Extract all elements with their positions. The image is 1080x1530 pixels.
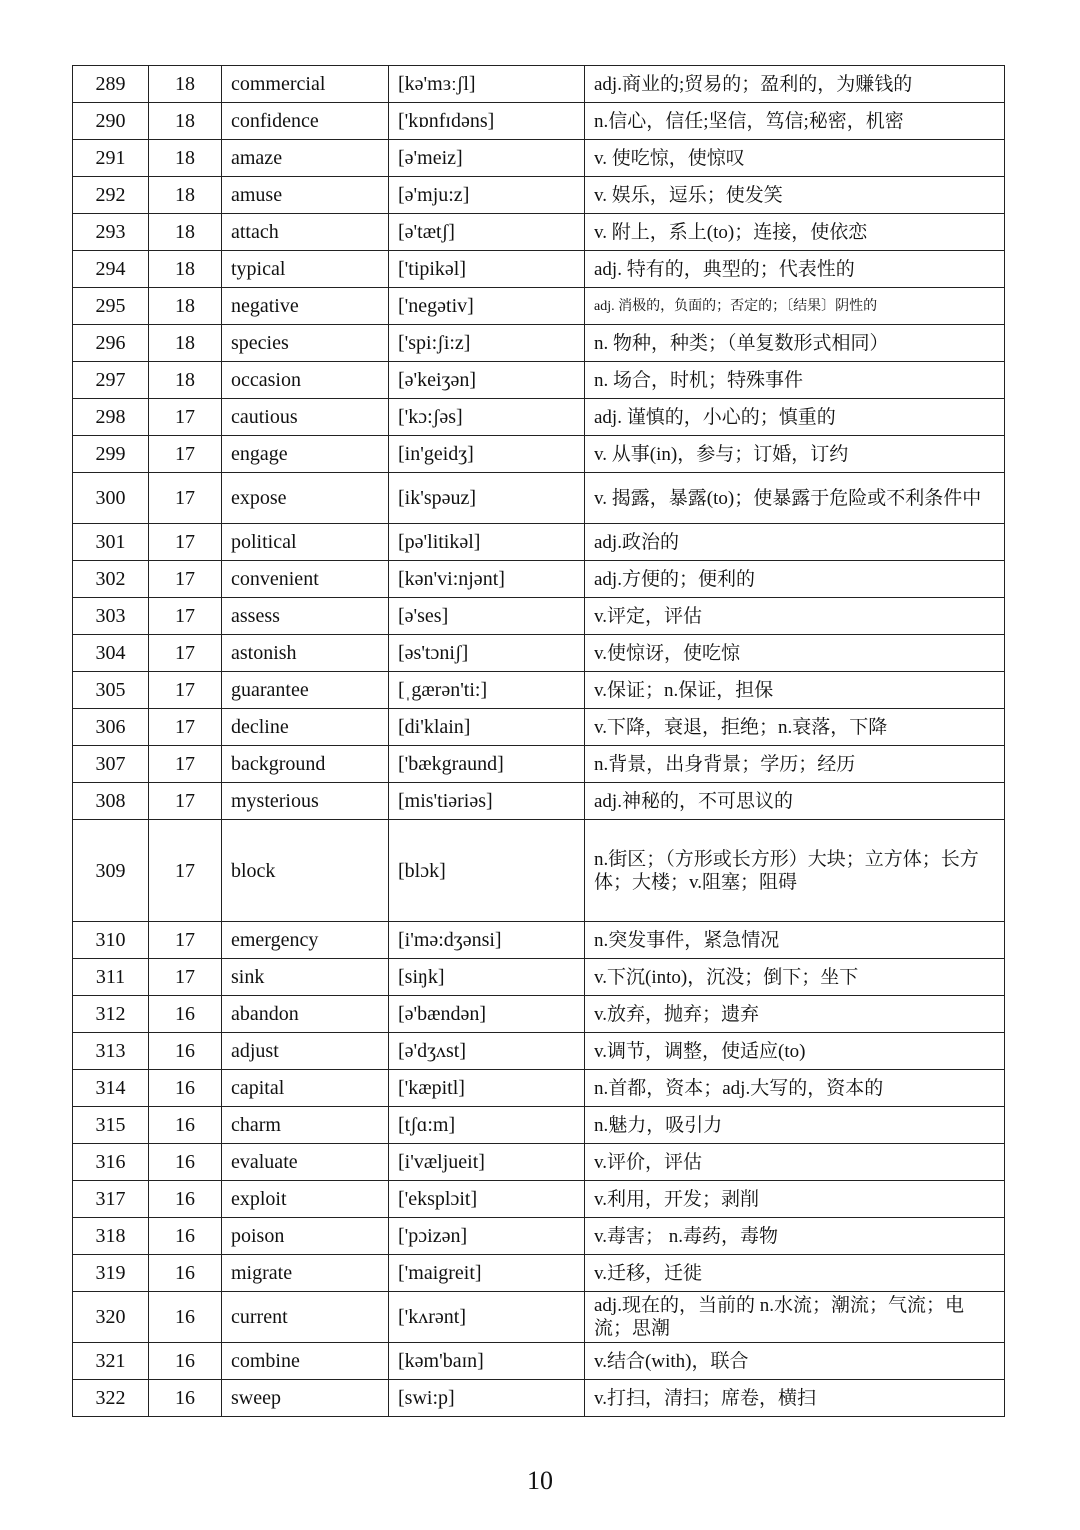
table-row: [73, 66, 1005, 103]
word-cell: combine: [222, 1343, 389, 1380]
definition-cell: adj.商业的;贸易的；盈利的，为赚钱的: [585, 66, 1005, 103]
definition-cell: v.下降，衰退，拒绝；n.衰落，下降: [585, 709, 1005, 746]
definition-cell: v.评价，评估: [585, 1144, 1005, 1181]
frequency-cell: 16: [149, 1033, 222, 1070]
frequency-cell: 16: [149, 1070, 222, 1107]
phonetic-cell: [siŋk]: [389, 959, 585, 996]
entry-number-cell: 303: [73, 598, 149, 635]
definition-cell: n.首都，资本；adj.大写的，资本的: [585, 1070, 1005, 1107]
table-row: [73, 177, 1005, 214]
definition-cell: v.打扫，清扫；席卷，横扫: [585, 1380, 1005, 1417]
entry-number-cell: 298: [73, 399, 149, 436]
definition-cell: n.突发事件，紧急情况: [585, 922, 1005, 959]
definition-cell: adj. 谨慎的，小心的；慎重的: [585, 399, 1005, 436]
word-cell: capital: [222, 1070, 389, 1107]
frequency-cell: 18: [149, 251, 222, 288]
definition-cell: n.背景，出身背景；学历；经历: [585, 746, 1005, 783]
entry-number-cell: 304: [73, 635, 149, 672]
frequency-cell: 18: [149, 66, 222, 103]
definition-cell: adj.神秘的，不可思议的: [585, 783, 1005, 820]
frequency-cell: 17: [149, 473, 222, 524]
table-row: [73, 1380, 1005, 1417]
phonetic-cell: ['tipikəl]: [389, 251, 585, 288]
phonetic-cell: [in'geidʒ]: [389, 436, 585, 473]
table-row: [73, 288, 1005, 325]
phonetic-cell: [swi:p]: [389, 1380, 585, 1417]
word-cell: astonish: [222, 635, 389, 672]
frequency-cell: 18: [149, 177, 222, 214]
word-cell: background: [222, 746, 389, 783]
table-row: [73, 561, 1005, 598]
phonetic-cell: [kən'vi:njənt]: [389, 561, 585, 598]
frequency-cell: 16: [149, 996, 222, 1033]
word-cell: commercial: [222, 66, 389, 103]
phonetic-cell: [i'mə:dʒənsi]: [389, 922, 585, 959]
entry-number-cell: 292: [73, 177, 149, 214]
entry-number-cell: 320: [73, 1292, 149, 1343]
word-cell: occasion: [222, 362, 389, 399]
entry-number-cell: 311: [73, 959, 149, 996]
definition-cell: v.调节，调整，使适应(to): [585, 1033, 1005, 1070]
phonetic-cell: ['kæpitl]: [389, 1070, 585, 1107]
frequency-cell: 16: [149, 1218, 222, 1255]
phonetic-cell: ['spi:ʃi:z]: [389, 325, 585, 362]
word-cell: amaze: [222, 140, 389, 177]
definition-cell: v.结合(with)，联合: [585, 1343, 1005, 1380]
phonetic-cell: [mis'tiəriəs]: [389, 783, 585, 820]
phonetic-cell: ['bækgraund]: [389, 746, 585, 783]
word-cell: engage: [222, 436, 389, 473]
frequency-cell: 17: [149, 820, 222, 922]
page-number: 10: [527, 1466, 553, 1495]
entry-number-cell: 300: [73, 473, 149, 524]
vocabulary-table: [72, 65, 1005, 1417]
table-row: [73, 1107, 1005, 1144]
entry-number-cell: 293: [73, 214, 149, 251]
word-cell: confidence: [222, 103, 389, 140]
frequency-cell: 17: [149, 561, 222, 598]
phonetic-cell: [kə'mɜːʃl]: [389, 66, 585, 103]
entry-number-cell: 289: [73, 66, 149, 103]
table-row: [73, 524, 1005, 561]
frequency-cell: 17: [149, 709, 222, 746]
definition-cell: adj.现在的，当前的 n.水流；潮流；气流；电流；思潮: [585, 1292, 1005, 1343]
definition-cell: v.迁移，迁徙: [585, 1255, 1005, 1292]
definition-cell: v. 揭露，暴露(to)；使暴露于危险或不利条件中: [585, 473, 1005, 524]
word-cell: attach: [222, 214, 389, 251]
word-cell: charm: [222, 1107, 389, 1144]
table-row: [73, 1292, 1005, 1343]
word-cell: amuse: [222, 177, 389, 214]
word-cell: cautious: [222, 399, 389, 436]
table-row: [73, 1218, 1005, 1255]
frequency-cell: 17: [149, 436, 222, 473]
phonetic-cell: ['maigreit]: [389, 1255, 585, 1292]
definition-cell: v.毒害； n.毒药，毒物: [585, 1218, 1005, 1255]
entry-number-cell: 321: [73, 1343, 149, 1380]
entry-number-cell: 317: [73, 1181, 149, 1218]
entry-number-cell: 294: [73, 251, 149, 288]
entry-number-cell: 305: [73, 672, 149, 709]
phonetic-cell: [tʃɑ:m]: [389, 1107, 585, 1144]
entry-number-cell: 307: [73, 746, 149, 783]
entry-number-cell: 296: [73, 325, 149, 362]
table-row: [73, 399, 1005, 436]
phonetic-cell: ['kɒnfɪdəns]: [389, 103, 585, 140]
phonetic-cell: [i'væljueit]: [389, 1144, 585, 1181]
table-row: [73, 251, 1005, 288]
frequency-cell: 16: [149, 1292, 222, 1343]
phonetic-cell: [pə'litikəl]: [389, 524, 585, 561]
table-row: [73, 103, 1005, 140]
table-row: [73, 820, 1005, 922]
definition-cell: adj.方便的；便利的: [585, 561, 1005, 598]
phonetic-cell: [kəm'baɪn]: [389, 1343, 585, 1380]
table-row: [73, 709, 1005, 746]
definition-cell: v. 从事(in)，参与；订婚，订约: [585, 436, 1005, 473]
frequency-cell: 16: [149, 1144, 222, 1181]
entry-number-cell: 313: [73, 1033, 149, 1070]
entry-number-cell: 291: [73, 140, 149, 177]
table-row: [73, 436, 1005, 473]
phonetic-cell: [blɔk]: [389, 820, 585, 922]
word-cell: emergency: [222, 922, 389, 959]
phonetic-cell: [ə'dʒʌst]: [389, 1033, 585, 1070]
entry-number-cell: 295: [73, 288, 149, 325]
word-cell: expose: [222, 473, 389, 524]
phonetic-cell: ['pɔizən]: [389, 1218, 585, 1255]
frequency-cell: 17: [149, 672, 222, 709]
entry-number-cell: 299: [73, 436, 149, 473]
phonetic-cell: [ə'keiʒən]: [389, 362, 585, 399]
word-cell: migrate: [222, 1255, 389, 1292]
frequency-cell: 16: [149, 1255, 222, 1292]
phonetic-cell: [ˌgærən'ti:]: [389, 672, 585, 709]
entry-number-cell: 309: [73, 820, 149, 922]
table-row: [73, 1181, 1005, 1218]
table-row: [73, 672, 1005, 709]
phonetic-cell: [əs'tɔniʃ]: [389, 635, 585, 672]
word-cell: exploit: [222, 1181, 389, 1218]
table-row: [73, 362, 1005, 399]
definition-cell: n. 场合，时机；特殊事件: [585, 362, 1005, 399]
word-cell: convenient: [222, 561, 389, 598]
phonetic-cell: ['negətiv]: [389, 288, 585, 325]
frequency-cell: 18: [149, 140, 222, 177]
vocabulary-table-body: [73, 66, 1005, 1417]
definition-cell: v.评定，评估: [585, 598, 1005, 635]
word-cell: block: [222, 820, 389, 922]
frequency-cell: 17: [149, 783, 222, 820]
word-cell: evaluate: [222, 1144, 389, 1181]
entry-number-cell: 302: [73, 561, 149, 598]
definition-cell: v.保证；n.保证，担保: [585, 672, 1005, 709]
frequency-cell: 17: [149, 524, 222, 561]
entry-number-cell: 310: [73, 922, 149, 959]
table-row: [73, 1033, 1005, 1070]
table-row: [73, 1070, 1005, 1107]
frequency-cell: 17: [149, 746, 222, 783]
frequency-cell: 17: [149, 399, 222, 436]
definition-cell: v.使惊讶，使吃惊: [585, 635, 1005, 672]
table-row: [73, 140, 1005, 177]
table-row: [73, 598, 1005, 635]
word-cell: sweep: [222, 1380, 389, 1417]
word-cell: guarantee: [222, 672, 389, 709]
table-row: [73, 473, 1005, 524]
definition-cell: v.利用，开发；剥削: [585, 1181, 1005, 1218]
word-cell: adjust: [222, 1033, 389, 1070]
table-row: [73, 635, 1005, 672]
frequency-cell: 18: [149, 362, 222, 399]
definition-cell: v. 娱乐，逗乐；使发笑: [585, 177, 1005, 214]
definition-cell: v.放弃，抛弃；遗弃: [585, 996, 1005, 1033]
definition-cell: adj. 特有的，典型的；代表性的: [585, 251, 1005, 288]
table-row: [73, 325, 1005, 362]
entry-number-cell: 318: [73, 1218, 149, 1255]
word-cell: political: [222, 524, 389, 561]
frequency-cell: 17: [149, 959, 222, 996]
frequency-cell: 17: [149, 922, 222, 959]
word-cell: poison: [222, 1218, 389, 1255]
phonetic-cell: ['eksplɔit]: [389, 1181, 585, 1218]
frequency-cell: 17: [149, 598, 222, 635]
table-row: [73, 1144, 1005, 1181]
word-cell: species: [222, 325, 389, 362]
definition-cell: n. 物种，种类；（单复数形式相同）: [585, 325, 1005, 362]
definition-cell: n.街区；（方形或长方形）大块；立方体；长方体；大楼；v.阻塞；阻碍: [585, 820, 1005, 922]
frequency-cell: 16: [149, 1380, 222, 1417]
word-cell: mysterious: [222, 783, 389, 820]
entry-number-cell: 301: [73, 524, 149, 561]
frequency-cell: 16: [149, 1343, 222, 1380]
entry-number-cell: 297: [73, 362, 149, 399]
definition-cell: v.下沉(into)，沉没；倒下；坐下: [585, 959, 1005, 996]
definition-cell: n.魅力，吸引力: [585, 1107, 1005, 1144]
phonetic-cell: [ə'bændən]: [389, 996, 585, 1033]
table-row: [73, 214, 1005, 251]
word-cell: current: [222, 1292, 389, 1343]
phonetic-cell: [ə'tætʃ]: [389, 214, 585, 251]
table-row: [73, 746, 1005, 783]
frequency-cell: 17: [149, 635, 222, 672]
entry-number-cell: 308: [73, 783, 149, 820]
frequency-cell: 18: [149, 288, 222, 325]
table-row: [73, 922, 1005, 959]
frequency-cell: 16: [149, 1107, 222, 1144]
definition-cell: adj. 消极的，负面的；否定的；〔结果〕阴性的: [585, 288, 1005, 325]
table-row: [73, 1255, 1005, 1292]
word-cell: abandon: [222, 996, 389, 1033]
table-row: [73, 1343, 1005, 1380]
definition-cell: v. 使吃惊，使惊叹: [585, 140, 1005, 177]
entry-number-cell: 314: [73, 1070, 149, 1107]
phonetic-cell: [ə'ses]: [389, 598, 585, 635]
table-row: [73, 959, 1005, 996]
phonetic-cell: ['kɔ:ʃəs]: [389, 399, 585, 436]
entry-number-cell: 306: [73, 709, 149, 746]
frequency-cell: 16: [149, 1181, 222, 1218]
entry-number-cell: 316: [73, 1144, 149, 1181]
word-cell: assess: [222, 598, 389, 635]
entry-number-cell: 290: [73, 103, 149, 140]
definition-cell: v. 附上，系上(to)；连接，使依恋: [585, 214, 1005, 251]
entry-number-cell: 322: [73, 1380, 149, 1417]
word-cell: decline: [222, 709, 389, 746]
phonetic-cell: [ə'mju:z]: [389, 177, 585, 214]
frequency-cell: 18: [149, 325, 222, 362]
definition-cell: n.信心，信任;坚信，笃信;秘密，机密: [585, 103, 1005, 140]
definition-cell: adj.政治的: [585, 524, 1005, 561]
phonetic-cell: ['kʌrənt]: [389, 1292, 585, 1343]
entry-number-cell: 315: [73, 1107, 149, 1144]
phonetic-cell: [ə'meiz]: [389, 140, 585, 177]
frequency-cell: 18: [149, 103, 222, 140]
frequency-cell: 18: [149, 214, 222, 251]
phonetic-cell: [ik'spəuz]: [389, 473, 585, 524]
entry-number-cell: 319: [73, 1255, 149, 1292]
word-cell: typical: [222, 251, 389, 288]
word-cell: sink: [222, 959, 389, 996]
table-row: [73, 783, 1005, 820]
word-cell: negative: [222, 288, 389, 325]
phonetic-cell: [di'klain]: [389, 709, 585, 746]
entry-number-cell: 312: [73, 996, 149, 1033]
table-row: [73, 996, 1005, 1033]
